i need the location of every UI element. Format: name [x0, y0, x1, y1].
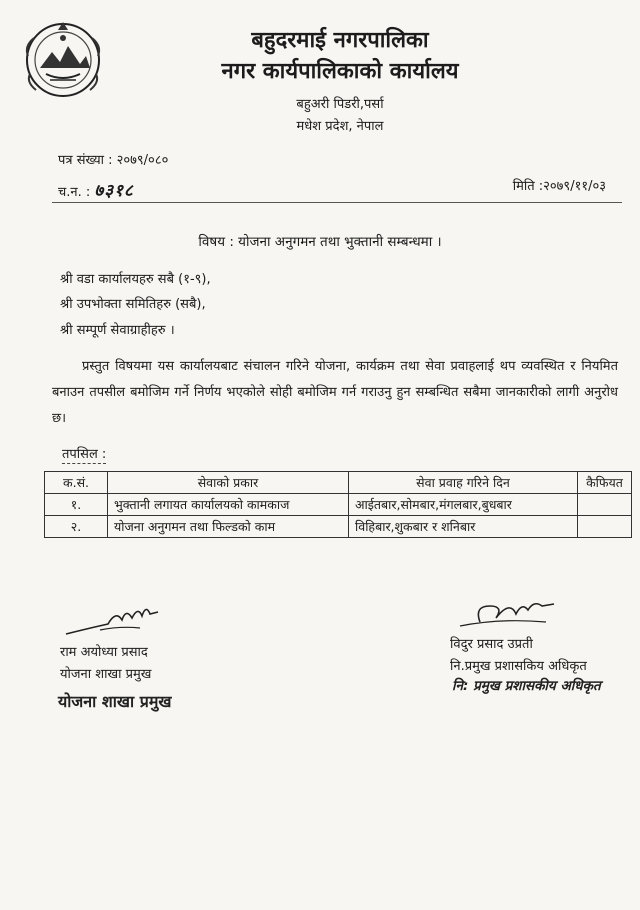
address-line-2: मधेश प्रदेश, नेपाल [296, 119, 384, 134]
header-serial: क.सं. [45, 472, 108, 494]
nepal-government-emblem-icon [20, 16, 106, 102]
details-label: तपसिल : [62, 444, 106, 464]
office-name: नगर कार्यपालिकाको कार्यालय [221, 59, 459, 84]
cell-remarks [578, 516, 632, 538]
table-row [45, 516, 632, 538]
header-remarks: कैफियत [578, 472, 632, 494]
stamp-left: योजना शाखा प्रमुख [58, 692, 172, 711]
letter-subject: विषय : योजना अनुगमन तथा भुक्तानी सम्बन्धमा । [198, 234, 442, 250]
header-service-type: सेवाको प्रकार [108, 472, 349, 494]
recipient-1: श्री वडा कार्यालयहरु सबै (१-९), [60, 272, 211, 287]
signatory-right [450, 592, 587, 678]
letter-date: मिति :२०७९/११/०३ [512, 179, 606, 194]
signatory-right-title: नि.प्रमुख प्रशासकिय अधिकृत [450, 659, 587, 674]
cell-serial: २. [45, 516, 108, 538]
signatory-left [60, 600, 168, 686]
handwritten-signature-left [60, 600, 168, 642]
dispatch-number [58, 178, 134, 201]
organization-header [140, 26, 540, 138]
recipient-3: श्री सम्पूर्ण सेवाग्राहीहरु । [60, 323, 175, 338]
table-row [45, 494, 632, 516]
cell-service-days: विहिबार,शुकबार र शनिबार [349, 516, 578, 538]
header-divider [52, 202, 622, 203]
cell-service-days: आईतबार,सोमबार,मंगलबार,बुधबार [349, 494, 578, 516]
municipality-name: बहुदरमाई नगरपालिका [251, 28, 429, 53]
stamp-right: नि: प्रमुख प्रशासकीय अधिकृत [452, 678, 601, 694]
signatory-left-name: राम अयोध्या प्रसाद [60, 645, 148, 660]
header-service-days: सेवा प्रवाह गरिने दिन [349, 472, 578, 494]
service-schedule-table [44, 471, 632, 538]
letter-body: प्रस्तुत विषयमा यस कार्यालयबाट संचालन गरिने योजना, कार्यक्रम तथा सेवा प्रवाहलाई थप व्यवस्थित र नियमित बनाउन तपसील बमोजिम गर्ने निर्णय भएकोले सोही बमोजिम गर्न गराउनु हुन सम्बन्धित सबैमा जानकारीको लागी अनुरोध छ। [52, 359, 618, 426]
dispatch-label: च.न. : [58, 185, 91, 200]
dispatch-number-handwritten: ७३१८ [94, 181, 134, 201]
cell-service-type: योजना अनुगमन तथा फिल्डको काम [108, 516, 349, 538]
signatory-left-title: योजना शाखा प्रमुख [60, 667, 152, 682]
table-header-row [45, 472, 632, 494]
handwritten-signature-right [450, 592, 558, 634]
cell-serial: १. [45, 494, 108, 516]
address-line-1: बहुअरी पिडरी,पर्सा [296, 97, 384, 112]
letter-number: पत्र संख्या : २०७९/०८० [58, 153, 169, 168]
recipient-2: श्री उपभोक्ता समितिहरु (सबै), [60, 297, 206, 312]
cell-service-type: भुक्तानी लगायत कार्यालयको कामकाज [108, 494, 349, 516]
signatory-right-name: विदुर प्रसाद उप्रती [450, 637, 533, 652]
cell-remarks [578, 494, 632, 516]
